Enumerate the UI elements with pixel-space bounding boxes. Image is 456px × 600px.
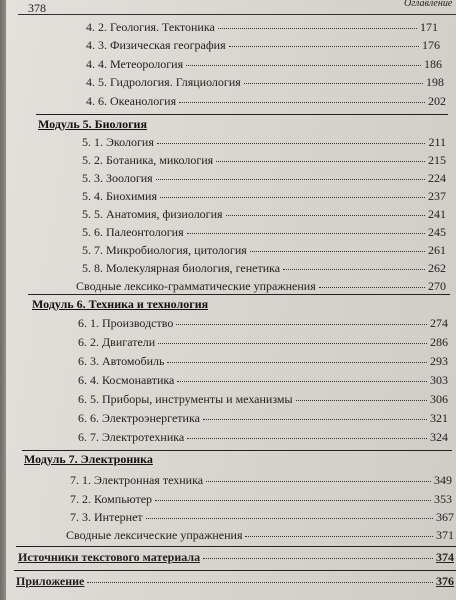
toc-entry-page: 262 — [428, 261, 446, 275]
module-rule — [16, 546, 456, 547]
toc-entry-label: 5. 3. Зоология — [82, 171, 153, 185]
toc-entry-page: 270 — [428, 279, 446, 293]
toc-entry[interactable] — [76, 279, 446, 294]
toc-entry-page: 376 — [436, 574, 454, 588]
toc-entry-label: 6. 3. Автомобиль — [78, 354, 165, 368]
toc-entry-label: Сводные лексические упражнения — [66, 528, 243, 542]
toc-entry-page: 198 — [426, 75, 444, 89]
toc-entry[interactable] — [78, 335, 448, 350]
toc-entry[interactable] — [86, 75, 444, 90]
module-rule — [36, 114, 448, 115]
toc-entry-label: 5. 6. Палеонтология — [82, 225, 184, 239]
leader-dots — [245, 536, 433, 537]
toc-entry-page: 321 — [430, 411, 448, 425]
toc-entry-label: 5. 1. Экология — [82, 135, 154, 149]
module-rule — [14, 570, 456, 571]
toc-entry[interactable] — [78, 373, 448, 388]
toc-entry[interactable] — [78, 411, 448, 426]
module-title[interactable]: Модуль 7. Электроника — [24, 452, 153, 466]
toc-entry-label: 6. 6. Электроэнергетика — [78, 411, 200, 425]
toc-entry-label: 6. 4. Космонавтика — [78, 373, 175, 387]
toc-entry[interactable] — [82, 243, 446, 258]
toc-entry[interactable] — [70, 492, 452, 507]
leader-dots — [203, 558, 433, 559]
toc-entry-label: 4. 2. Геология. Тектоника — [86, 20, 215, 34]
leader-dots — [146, 518, 433, 519]
sources-entry[interactable] — [18, 550, 454, 565]
toc-entry[interactable] — [82, 153, 446, 168]
leader-dots — [226, 215, 425, 216]
toc-entry[interactable] — [86, 57, 442, 72]
toc-entry-page: 293 — [430, 354, 448, 368]
toc-entry[interactable] — [86, 38, 440, 53]
toc-entry-page: 237 — [428, 189, 446, 203]
toc-entry-page: 245 — [428, 225, 446, 239]
toc-entry-page: 211 — [428, 135, 446, 149]
module-title[interactable]: Модуль 6. Техника и технология — [32, 297, 209, 311]
toc-entry-label: 6. 7. Электротехника — [78, 430, 185, 444]
toc-entry-page: 371 — [436, 528, 454, 542]
toc-entry[interactable] — [82, 261, 446, 276]
page-number: 378 — [28, 1, 46, 15]
toc-entry-label: 6. 1. Производство — [78, 316, 174, 330]
toc-entry-label: 7. 2. Компьютер — [70, 492, 153, 506]
toc-entry-label: Приложение — [16, 574, 85, 588]
toc-entry-label: Сводные лексико-грамматические упражнения — [76, 279, 316, 293]
leader-dots — [203, 419, 427, 420]
toc-entry-label: 6. 5. Приборы, инструменты и механизмы — [78, 392, 293, 406]
toc-entry-label: 5. 7. Микробиология, цитология — [82, 243, 247, 257]
toc-entry-page: 306 — [430, 392, 448, 406]
toc-entry-page: 261 — [428, 243, 446, 257]
leader-dots — [319, 287, 425, 288]
toc-entry-page: 176 — [422, 38, 440, 52]
toc-entry-page: 171 — [420, 20, 438, 34]
leader-dots — [157, 143, 426, 144]
leader-dots — [160, 197, 425, 198]
toc-entry[interactable] — [78, 354, 448, 369]
toc-entry[interactable] — [82, 189, 446, 204]
leader-dots — [218, 28, 417, 29]
toc-entry-label: 5. 5. Анатомия, физиология — [82, 207, 223, 221]
toc-entry[interactable] — [82, 171, 446, 186]
toc-entry[interactable] — [78, 392, 448, 407]
toc-entry-label: 6. 2. Двигатели — [78, 335, 156, 349]
toc-entry-label: 4. 4. Метеорология — [86, 57, 184, 71]
leader-dots — [87, 582, 433, 583]
toc-entry-page: 215 — [428, 153, 446, 167]
leader-dots — [186, 65, 421, 66]
toc-entry-label: Источники текстового материала — [18, 550, 201, 564]
toc-entry[interactable] — [78, 430, 448, 445]
leader-dots — [187, 233, 425, 234]
toc-entry-label: 5. 2. Ботаника, микология — [82, 153, 214, 167]
toc-entry-page: 186 — [424, 57, 442, 71]
toc-entry-label: 4. 3. Физическая география — [86, 38, 226, 52]
leader-dots — [187, 438, 427, 439]
leader-dots — [244, 83, 423, 84]
toc-entry-page: 241 — [428, 207, 446, 221]
toc-entry-page: 303 — [430, 373, 448, 387]
toc-entry-page: 349 — [434, 473, 452, 487]
toc-entry[interactable] — [70, 510, 454, 525]
leader-dots — [158, 343, 427, 344]
toc-entry-page: 367 — [436, 510, 454, 524]
leader-dots — [216, 161, 425, 162]
toc-entry-page: 324 — [430, 430, 448, 444]
book-page — [6, 0, 456, 600]
running-head: Оглавление — [404, 0, 453, 9]
leader-dots — [229, 46, 419, 47]
toc-entry-page: 224 — [428, 171, 446, 185]
toc-entry[interactable] — [78, 316, 448, 331]
toc-entry-label: 4. 5. Гидрология. Гляциология — [86, 75, 241, 89]
toc-entry-label: 7. 1. Электронная техника — [70, 473, 204, 487]
toc-entry[interactable] — [86, 94, 446, 109]
leader-dots — [155, 500, 431, 501]
toc-entry-label: 4. 6. Океанология — [86, 94, 177, 108]
leader-dots — [167, 362, 427, 363]
leader-dots — [250, 251, 425, 252]
module-title[interactable]: Модуль 5. Биология — [38, 117, 147, 131]
toc-entry-label: 7. 3. Интернет — [70, 510, 143, 524]
header-rule — [18, 14, 456, 15]
leader-dots — [177, 381, 427, 382]
toc-entry-page: 353 — [434, 492, 452, 506]
toc-entry[interactable] — [82, 207, 446, 222]
leader-dots — [156, 179, 425, 180]
toc-entry[interactable] — [82, 135, 446, 150]
leader-dots — [296, 400, 427, 401]
toc-entry[interactable] — [86, 20, 438, 35]
leader-dots — [283, 269, 425, 270]
leader-dots — [206, 481, 431, 482]
appendix-entry[interactable] — [16, 574, 454, 589]
leader-dots — [176, 324, 427, 325]
toc-entry-page: 274 — [430, 316, 448, 330]
module-rule — [22, 450, 452, 451]
toc-entry-label: 5. 4. Биохимия — [82, 189, 157, 203]
toc-entry-page: 286 — [430, 335, 448, 349]
toc-entry-page: 374 — [436, 550, 454, 564]
leader-dots — [179, 102, 425, 103]
module-rule — [28, 294, 450, 295]
toc-entry[interactable] — [70, 473, 452, 488]
toc-entry-label: 5. 8. Молекулярная биология, генетика — [82, 261, 281, 275]
toc-entry[interactable] — [82, 225, 446, 240]
toc-entry[interactable] — [66, 528, 454, 543]
toc-entry-page: 202 — [428, 94, 446, 108]
